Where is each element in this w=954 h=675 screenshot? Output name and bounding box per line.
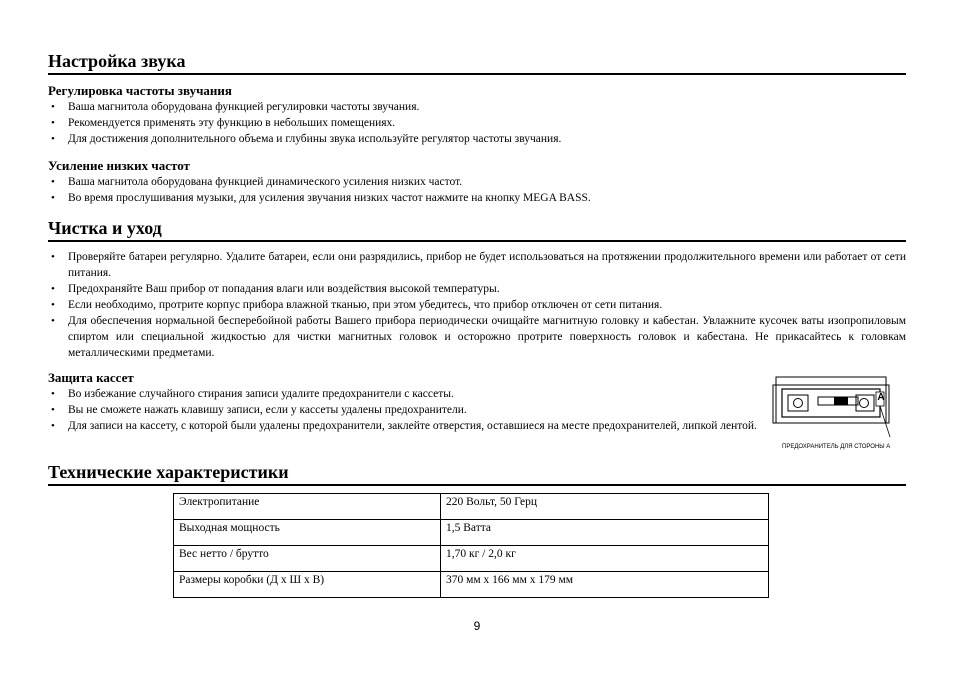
subsection-cassette: [48, 370, 762, 434]
heading-bass: Усиление низких частот: [48, 158, 190, 173]
subsection-bass: [48, 158, 906, 206]
spec-label: Размеры коробки (Д х Ш х В): [174, 572, 441, 598]
list-item: • Ваша магнитола оборудована функцией динамического усиления низких частот.: [48, 174, 906, 190]
section-care: [48, 217, 906, 242]
spec-label: Вес нетто / брутто: [174, 546, 441, 572]
cassette-list: [48, 386, 762, 434]
subsection-frequency: [48, 83, 906, 147]
section-specs: [48, 461, 906, 486]
cassette-side-label: A: [877, 392, 885, 403]
cassette-figure-caption: ПРЕДОХРАНИТЕЛЬ ДЛЯ СТОРОНЫ А: [782, 444, 891, 450]
spec-value: 220 Вольт, 50 Герц: [441, 494, 769, 520]
frequency-list: [48, 99, 906, 147]
list-item: • Во избежание случайного стирания записи удалите предохранители с кассеты.: [48, 386, 762, 402]
spec-value: 1,70 кг / 2,0 кг: [441, 546, 769, 572]
list-item: • Проверяйте батареи регулярно. Удалите батареи, если они разрядились, прибор не будет использоваться на протяжении продолжительного времени или работает от сети питания.: [48, 249, 906, 281]
table-row: [174, 546, 769, 572]
list-item: • Для достижения дополнительного объема и глубины звука используйте регулятор частоты звучания.: [48, 131, 906, 147]
table-row: [174, 494, 769, 520]
heading-cassette: Защита кассет: [48, 370, 134, 385]
list-item: • Вы не сможете нажать клавишу записи, если у кассеты удалены предохранители.: [48, 402, 762, 418]
list-item: • Для обеспечения нормальной бесперебойной работы Вашего прибора периодически очищайте магнитную головку и кабестан. Увлажните кусочек ваты изопропиловым спиртом или специальной жидкостью для чистки магнитных головок и осторожно протрите поверхность головок и кабестана. Не прикасайтесь к головкам металлическими предметами.: [48, 313, 906, 361]
heading-sound: Настройка звука: [48, 50, 906, 75]
list-item: • Рекомендуется применять эту функцию в небольших помещениях.: [48, 115, 906, 131]
table-row: [174, 520, 769, 546]
care-list: [48, 249, 906, 361]
cassette-figure: [772, 375, 902, 455]
spec-label: Электропитание: [174, 494, 441, 520]
spec-label: Выходная мощность: [174, 520, 441, 546]
list-item: • Если необходимо, протрите корпус прибора влажной тканью, при этом убедитесь, что прибор отключен от сети питания.: [48, 297, 906, 313]
page-number: 9: [473, 619, 481, 633]
spec-value: 1,5 Ватта: [441, 520, 769, 546]
heading-specs: Технические характеристики: [48, 461, 906, 486]
specs-table: [173, 493, 769, 598]
section-sound: [48, 50, 906, 75]
heading-frequency: Регулировка частоты звучания: [48, 83, 232, 98]
heading-care: Чистка и уход: [48, 217, 906, 242]
list-item: • Во время прослушивания музыки, для усиления звучания низких частот нажмите на кнопку MEGA BASS.: [48, 190, 906, 206]
bass-list: [48, 174, 906, 206]
care-list-wrap: [48, 249, 906, 361]
list-item: • Для записи на кассету, с которой были удалены предохранители, заклейте отверстия, оставшиеся на месте предохранителей, липкой лентой.: [48, 418, 762, 434]
cassette-drawing: [772, 375, 902, 455]
table-row: [174, 572, 769, 598]
spec-value: 370 мм х 166 мм х 179 мм: [441, 572, 769, 598]
list-item: • Ваша магнитола оборудована функцией регулировки частоты звучания.: [48, 99, 906, 115]
list-item: • Предохраняйте Ваш прибор от попадания влаги или воздействия высокой температуры.: [48, 281, 906, 297]
